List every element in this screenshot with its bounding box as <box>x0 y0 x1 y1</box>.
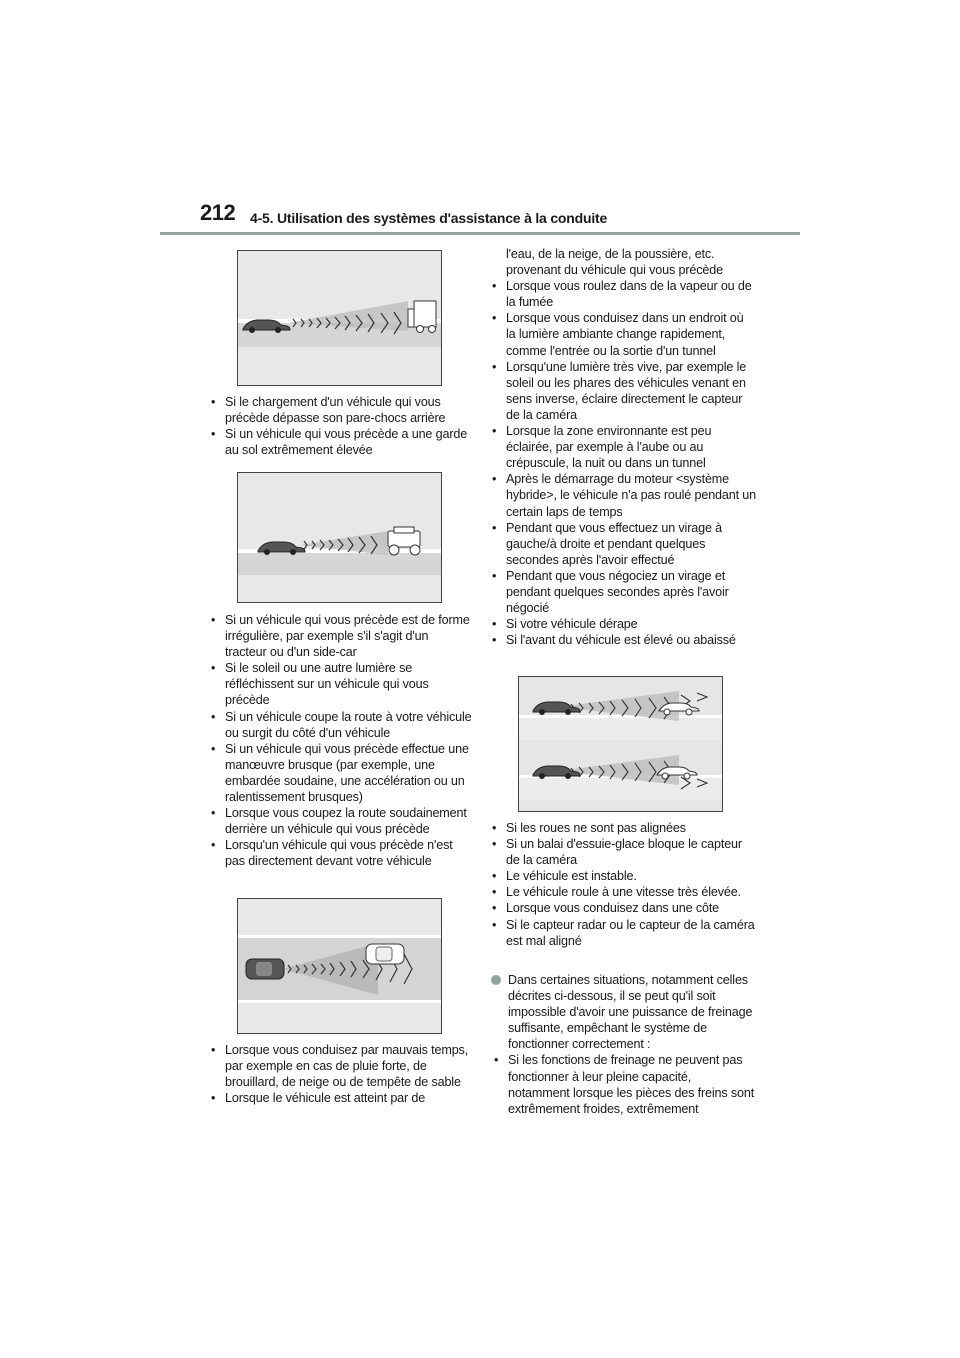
figure-high-clearance <box>237 472 442 603</box>
header-rule <box>160 232 800 235</box>
list-item: • Lorsque vous conduisez dans un endroit où la lumière ambiante change rapidement, comme l'entrée ou la sortie d'un tunnel <box>488 310 756 358</box>
figure-truck-load <box>237 250 442 386</box>
list-item: • Pendant que vous effectuez un virage à gauche/à droite et pendant quelques secondes après l'avoir effectué <box>488 520 756 568</box>
list-item: • Si le capteur radar ou le capteur de la caméra est mal aligné <box>488 917 756 949</box>
list-item: • Lorsque vous roulez dans de la vapeur ou de la fumée <box>488 278 756 310</box>
list-item: • Lorsque la zone environnante est peu éclairée, par exemple à l'aube ou au crépuscule, la nuit ou dans un tunnel <box>488 423 756 471</box>
list-item: • Lorsqu'une lumière très vive, par exemple le soleil ou les phares des véhicules venant en sens inverse, éclaire directement le capteur de la caméra <box>488 359 756 423</box>
figure-curve <box>518 676 723 812</box>
list-item: • Si le chargement d'un véhicule qui vous précède dépasse son pare-chocs arrière <box>207 394 472 426</box>
list-item: • Si les roues ne sont pas alignées <box>488 820 756 836</box>
list-item: • Si un véhicule qui vous précède est de forme irrégulière, par exemple s'il s'agit d'un tracteur ou d'un side-car <box>207 612 472 660</box>
list-item: • Lorsque vous conduisez par mauvais temps, par exemple en cas de pluie forte, de brouillard, de neige ou de tempête de sable <box>207 1042 472 1090</box>
figure-offset-vehicle <box>237 898 442 1034</box>
list-item: • Après le démarrage du moteur <système hybride>, le véhicule n'a pas roulé pendant un certain laps de temps <box>488 471 756 519</box>
note-paragraph <box>490 972 756 1052</box>
list-item: • Pendant que vous négociez un virage et pendant quelques secondes après l'avoir négocié <box>488 568 756 616</box>
left-group-3 <box>207 1042 472 1106</box>
left-group-1 <box>207 394 472 458</box>
list-item: • Si un véhicule qui vous précède effectue une manœuvre brusque (par exemple, une embardée soudaine, une accélération ou un ralentissement brusques) <box>207 741 472 805</box>
list-item: • Lorsque vous coupez la route soudainement derrière un véhicule qui vous précède <box>207 805 472 837</box>
section-title: 4-5. Utilisation des systèmes d'assistance à la conduite <box>250 210 608 226</box>
list-item: • Le véhicule est instable. <box>488 868 756 884</box>
page-number: 212 <box>200 200 236 225</box>
note-bullet-icon <box>491 975 501 985</box>
list-item: • Si un balai d'essuie-glace bloque le capteur de la caméra <box>488 836 756 868</box>
right-group-2 <box>488 820 756 949</box>
list-item-continued: l'eau, de la neige, de la poussière, etc. provenant du véhicule qui vous précède <box>506 247 723 278</box>
right-group-1 <box>488 246 756 648</box>
list-item: • Si le soleil ou une autre lumière se réfléchissent sur un véhicule qui vous précède <box>207 660 472 708</box>
note-text: Dans certaines situations, notamment celles décrites ci-dessous, il se peut qu'il soit impossible d'avoir une puissance de freinage suffisante, empêchant le système de fonctionner correctement : <box>508 973 753 1052</box>
left-group-2 <box>207 612 472 870</box>
list-item: • Lorsque le véhicule est atteint par de <box>207 1090 472 1106</box>
list-item: • Si un véhicule qui vous précède a une garde au sol extrêmement élevée <box>207 426 472 458</box>
right-note-block <box>490 972 756 1117</box>
list-item: • Lorsque vous conduisez dans une côte <box>488 900 756 916</box>
list-item: • Lorsqu'un véhicule qui vous précède n'est pas directement devant votre véhicule <box>207 837 472 869</box>
list-item: • Le véhicule roule à une vitesse très élevée. <box>488 884 756 900</box>
list-item: • Si l'avant du véhicule est élevé ou abaissé <box>488 632 756 648</box>
list-item: • Si votre véhicule dérape <box>488 616 756 632</box>
list-item: • Si les fonctions de freinage ne peuvent pas fonctionner à leur pleine capacité, notamment lorsque les pièces des freins sont extrêmement froides, extrêmement <box>490 1052 756 1116</box>
list-item: • Si un véhicule coupe la route à votre véhicule ou surgit du côté d'un véhicule <box>207 709 472 741</box>
